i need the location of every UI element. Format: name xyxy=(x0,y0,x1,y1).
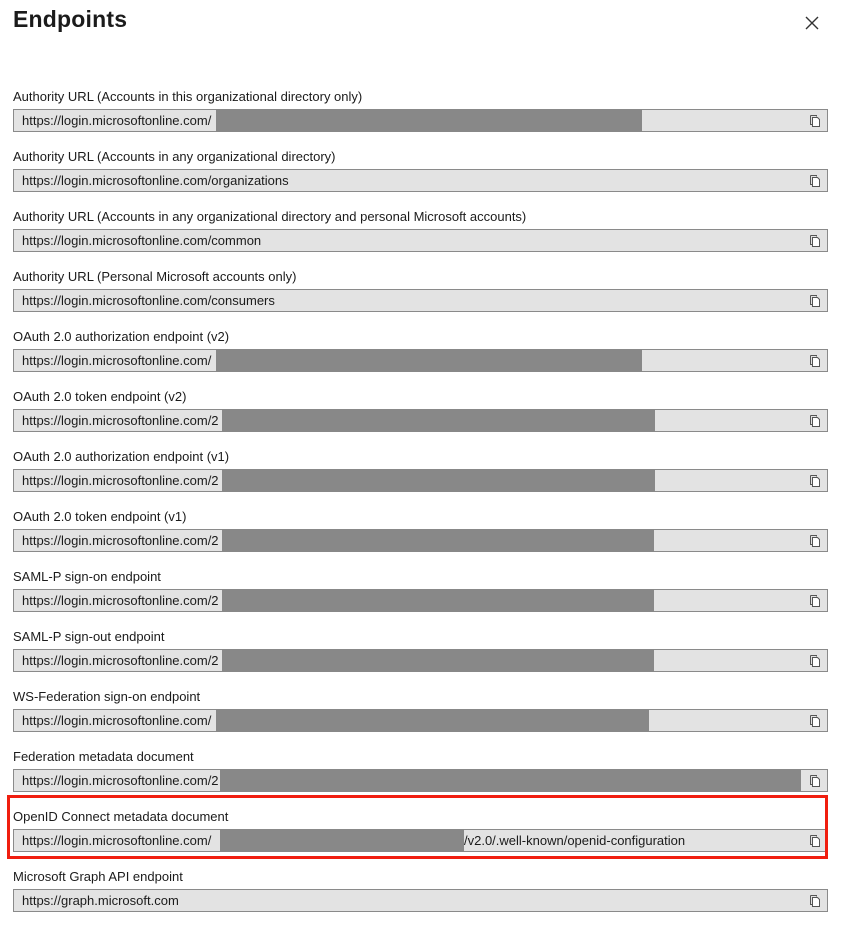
endpoint-url-field[interactable] xyxy=(13,469,828,492)
endpoint-url-value: https://login.microsoftonline.com/2 xyxy=(22,773,219,788)
endpoint-url-field[interactable] xyxy=(13,769,828,792)
endpoint-url-field[interactable] xyxy=(13,349,828,372)
endpoint-label: SAML-P sign-out endpoint xyxy=(13,629,165,644)
endpoint-label: SAML-P sign-on endpoint xyxy=(13,569,161,584)
endpoint-url-field[interactable] xyxy=(13,889,828,912)
redaction-block xyxy=(220,769,801,792)
copy-icon[interactable] xyxy=(809,114,821,128)
redaction-block xyxy=(222,469,655,492)
copy-icon[interactable] xyxy=(809,294,821,308)
copy-icon[interactable] xyxy=(809,594,821,608)
endpoint-row xyxy=(13,264,828,324)
endpoint-url-suffix: /v2.0/.well-known/openid-configuration xyxy=(464,833,686,848)
redaction-block xyxy=(222,529,654,552)
copy-icon[interactable] xyxy=(809,354,821,368)
redaction-block xyxy=(222,649,654,672)
endpoint-url-value: https://login.microsoftonline.com/2 xyxy=(22,593,219,608)
endpoint-row xyxy=(13,84,828,144)
endpoint-url-value: https://login.microsoftonline.com/common xyxy=(22,233,262,248)
copy-icon[interactable] xyxy=(809,474,821,488)
endpoint-label: OpenID Connect metadata document xyxy=(13,809,229,824)
endpoint-label: Authority URL (Accounts in any organizational directory and personal Microsoft accounts) xyxy=(13,209,527,224)
endpoint-label: Authority URL (Accounts in this organizational directory only) xyxy=(13,89,363,104)
endpoint-row xyxy=(13,444,828,504)
endpoint-row xyxy=(13,324,828,384)
endpoint-url-value: https://login.microsoftonline.com/2 xyxy=(22,653,219,668)
endpoint-row xyxy=(13,504,828,564)
endpoint-url-value: https://login.microsoftonline.com/organizations xyxy=(22,173,289,188)
endpoint-label: OAuth 2.0 token endpoint (v2) xyxy=(13,389,187,404)
copy-icon[interactable] xyxy=(809,774,821,788)
copy-icon[interactable] xyxy=(809,534,821,548)
endpoint-url-value: https://login.microsoftonline.com/2 xyxy=(22,533,219,548)
endpoint-url-value: https://login.microsoftonline.com/ xyxy=(22,113,212,128)
endpoint-label: OAuth 2.0 authorization endpoint (v2) xyxy=(13,329,230,344)
redaction-block xyxy=(220,829,464,852)
endpoint-row xyxy=(13,864,828,924)
endpoint-label: Microsoft Graph API endpoint xyxy=(13,869,183,884)
endpoint-url-value: https://graph.microsoft.com xyxy=(22,893,179,908)
endpoint-row xyxy=(13,204,828,264)
redaction-block xyxy=(216,349,642,372)
endpoint-url-value: https://login.microsoftonline.com/ xyxy=(22,353,212,368)
endpoint-url-value: https://login.microsoftonline.com/2 xyxy=(22,473,219,488)
copy-icon[interactable] xyxy=(809,234,821,248)
endpoint-label: Federation metadata document xyxy=(13,749,194,764)
endpoint-label: Authority URL (Accounts in any organizational directory) xyxy=(13,149,336,164)
endpoint-label: OAuth 2.0 authorization endpoint (v1) xyxy=(13,449,230,464)
endpoint-row xyxy=(13,624,828,684)
endpoint-row xyxy=(13,804,828,864)
redaction-block xyxy=(216,709,649,732)
endpoint-url-field[interactable] xyxy=(13,169,828,192)
endpoint-url-field[interactable] xyxy=(13,229,828,252)
copy-icon[interactable] xyxy=(809,654,821,668)
endpoint-url-value: https://login.microsoftonline.com/consumers xyxy=(22,293,275,308)
copy-icon[interactable] xyxy=(809,834,821,848)
endpoint-label: OAuth 2.0 token endpoint (v1) xyxy=(13,509,187,524)
copy-icon[interactable] xyxy=(809,714,821,728)
endpoint-url-value: https://login.microsoftonline.com/ xyxy=(22,833,212,848)
endpoint-url-field[interactable] xyxy=(13,589,828,612)
endpoint-url-value: https://login.microsoftonline.com/ xyxy=(22,713,212,728)
endpoint-url-field[interactable] xyxy=(13,409,828,432)
endpoint-row xyxy=(13,684,828,744)
redaction-block xyxy=(222,409,655,432)
close-icon[interactable] xyxy=(803,14,821,32)
endpoint-url-field[interactable] xyxy=(13,289,828,312)
page-title: Endpoints xyxy=(13,6,128,32)
endpoint-url-field[interactable] xyxy=(13,109,828,132)
endpoint-row xyxy=(13,744,828,804)
endpoint-url-field[interactable] xyxy=(13,529,828,552)
redaction-block xyxy=(216,109,642,132)
endpoint-url-field[interactable] xyxy=(13,649,828,672)
endpoint-row xyxy=(13,384,828,444)
endpoint-row xyxy=(13,564,828,624)
endpoint-row xyxy=(13,144,828,204)
endpoint-url-value: https://login.microsoftonline.com/2 xyxy=(22,413,219,428)
copy-icon[interactable] xyxy=(809,894,821,908)
redaction-block xyxy=(222,589,654,612)
endpoint-label: Authority URL (Personal Microsoft accounts only) xyxy=(13,269,297,284)
endpoint-label: WS-Federation sign-on endpoint xyxy=(13,689,201,704)
copy-icon[interactable] xyxy=(809,414,821,428)
endpoint-url-field[interactable] xyxy=(13,709,828,732)
endpoint-url-field[interactable] xyxy=(13,829,828,852)
copy-icon[interactable] xyxy=(809,174,821,188)
